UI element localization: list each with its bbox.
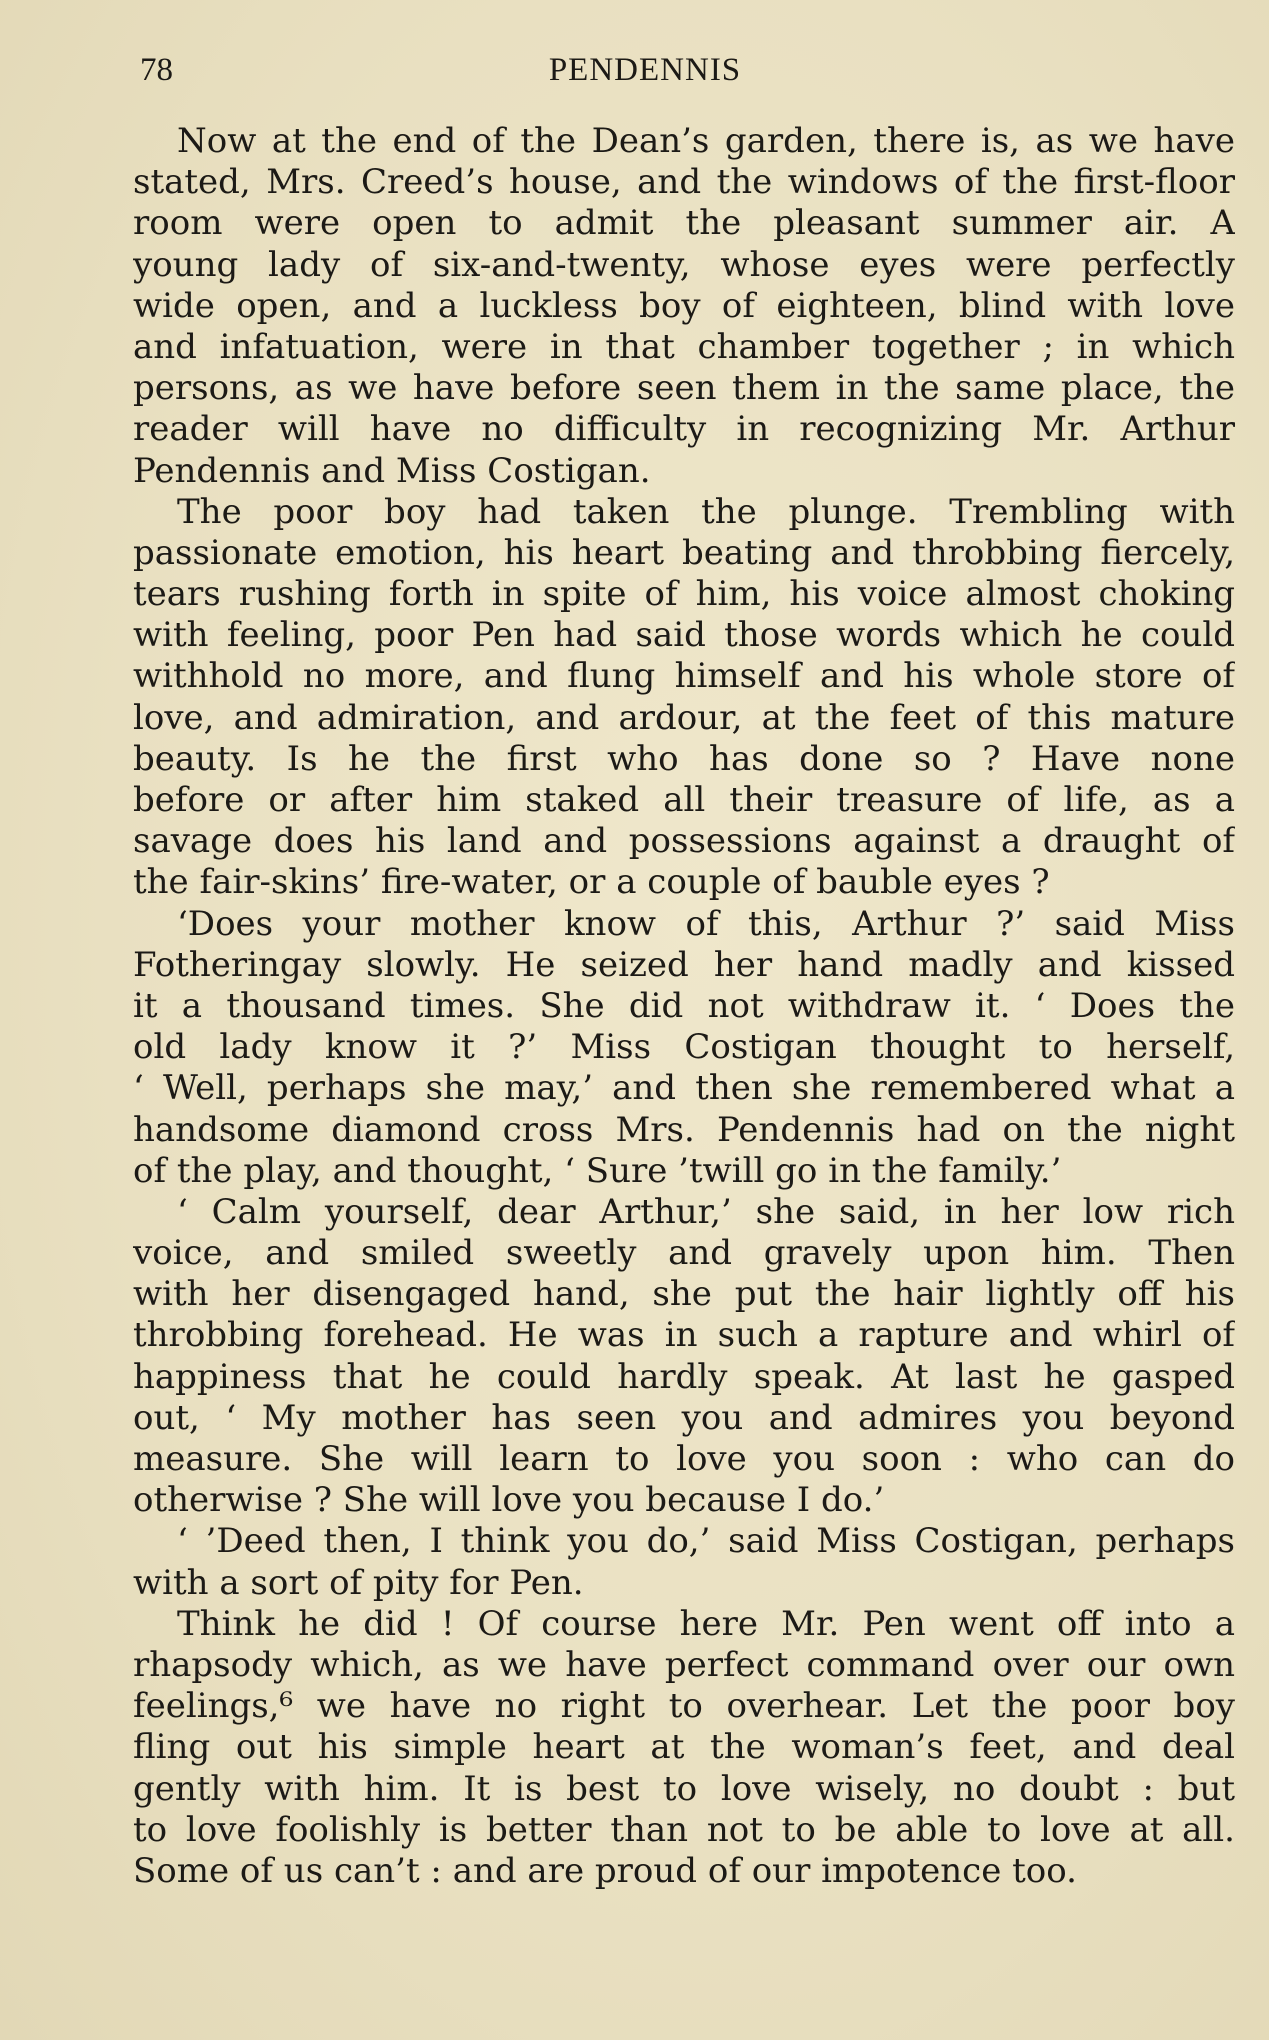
text-line: persons, as we have before seen them in the same place, the [133,368,1235,409]
text-line: with a sort of pity for Pen. [133,1562,584,1603]
text-line: measure. She will learn to love you soon : who can do [133,1439,1235,1479]
text-line: love, and admiration, and ardour, at the feet of this mature [133,697,1235,738]
text-line: passionate emotion, his heart beating and throbbing fiercely, [133,532,1235,573]
text-line: withhold no more, and flung himself and his whole store of [133,656,1235,697]
text-line: Now at the end of the Dean’s garden, there is, as we have [177,121,1235,161]
text-line: room were open to admit the pleasant summer air. A [133,203,1235,244]
text-line: before or after him staked all their treasure of life, as a [133,780,1235,820]
page-number: 78 [140,52,173,88]
text-line: rhapsody which, as we have perfect command over our own [133,1644,1235,1685]
text-line: happiness that he could hardly speak. At last he gasped [133,1356,1235,1397]
text-line: handsome diamond cross Mrs. Pendennis had on the night [133,1109,1235,1150]
text-line: voice, and smiled sweetly and gravely upon him. Then [133,1233,1235,1274]
text-line: stated, Mrs. Creed’s house, and the windows of the first-floor [133,162,1235,203]
body-text [133,121,1235,1892]
text-line: out, ‘ My mother has seen you and admires you beyond [133,1397,1235,1438]
text-line: Think he did ! Of course here Mr. Pen went off into a [177,1603,1235,1644]
text-line: The poor boy had taken the plunge. Trembling with [177,491,1235,532]
text-line: ‘ ’Deed then, I think you do,’ said Miss Costigan, perhaps [177,1521,1235,1562]
text-line: old lady know it ?’ Miss Costigan thought to herself, [133,1027,1235,1068]
text-line: Pendennis and Miss Costigan. [133,450,651,491]
text-line: wide open, and a luckless boy of eighteen, blind with love [133,285,1235,326]
text-line: beauty. Is he the first who has done so ? Have none [133,738,1235,779]
text-line: Fotheringay slowly. He seized her hand madly and kissed [133,944,1235,985]
running-title: PENDENNIS [548,52,742,88]
text-line: savage does his land and possessions against a draught of [133,821,1235,862]
text-line: fling out his simple heart at the woman’s feet, and deal [133,1727,1235,1768]
text-line: feelings,⁶ we have no right to overhear. Let the poor boy [133,1686,1235,1727]
text-line: tears rushing forth in spite of him, his voice almost choking [133,574,1235,615]
text-line: Some of us can’t : and are proud of our impotence too. [133,1850,1077,1891]
text-line: young lady of six-and-twenty, whose eyes were perfectly [133,244,1235,285]
text-line: otherwise ? She will love you because I do.’ [133,1480,885,1521]
text-line: ‘Does your mother know of this, Arthur ?’ said Miss [177,903,1235,944]
text-line: and infatuation, were in that chamber together ; in which [133,326,1235,367]
text-line: with her disengaged hand, she put the hair lightly off his [133,1274,1235,1315]
text-line: throbbing forehead. He was in such a rapture and whirl of [133,1315,1235,1356]
text-line: ‘ Well, perhaps she may,’ and then she remembered what a [133,1068,1235,1109]
text-line: ‘ Calm yourself, dear Arthur,’ she said, in her low rich [177,1191,1235,1232]
text-line: of the play, and thought, ‘ Sure ’twill go in the family.’ [133,1150,1062,1191]
text-line: gently with him. It is best to love wisely, no doubt : but [133,1768,1235,1809]
text-line: to love foolishly is better than not to be able to love at all. [133,1809,1235,1850]
text-line: reader will have no difficulty in recognizing Mr. Arthur [133,409,1235,450]
text-line: it a thousand times. She did not withdraw it. ‘ Does the [133,985,1235,1026]
text-line: the fair-skins’ fire-water, or a couple of bauble eyes ? [133,862,1050,903]
page-header [140,50,1150,90]
text-line: with feeling, poor Pen had said those words which he could [133,615,1235,656]
